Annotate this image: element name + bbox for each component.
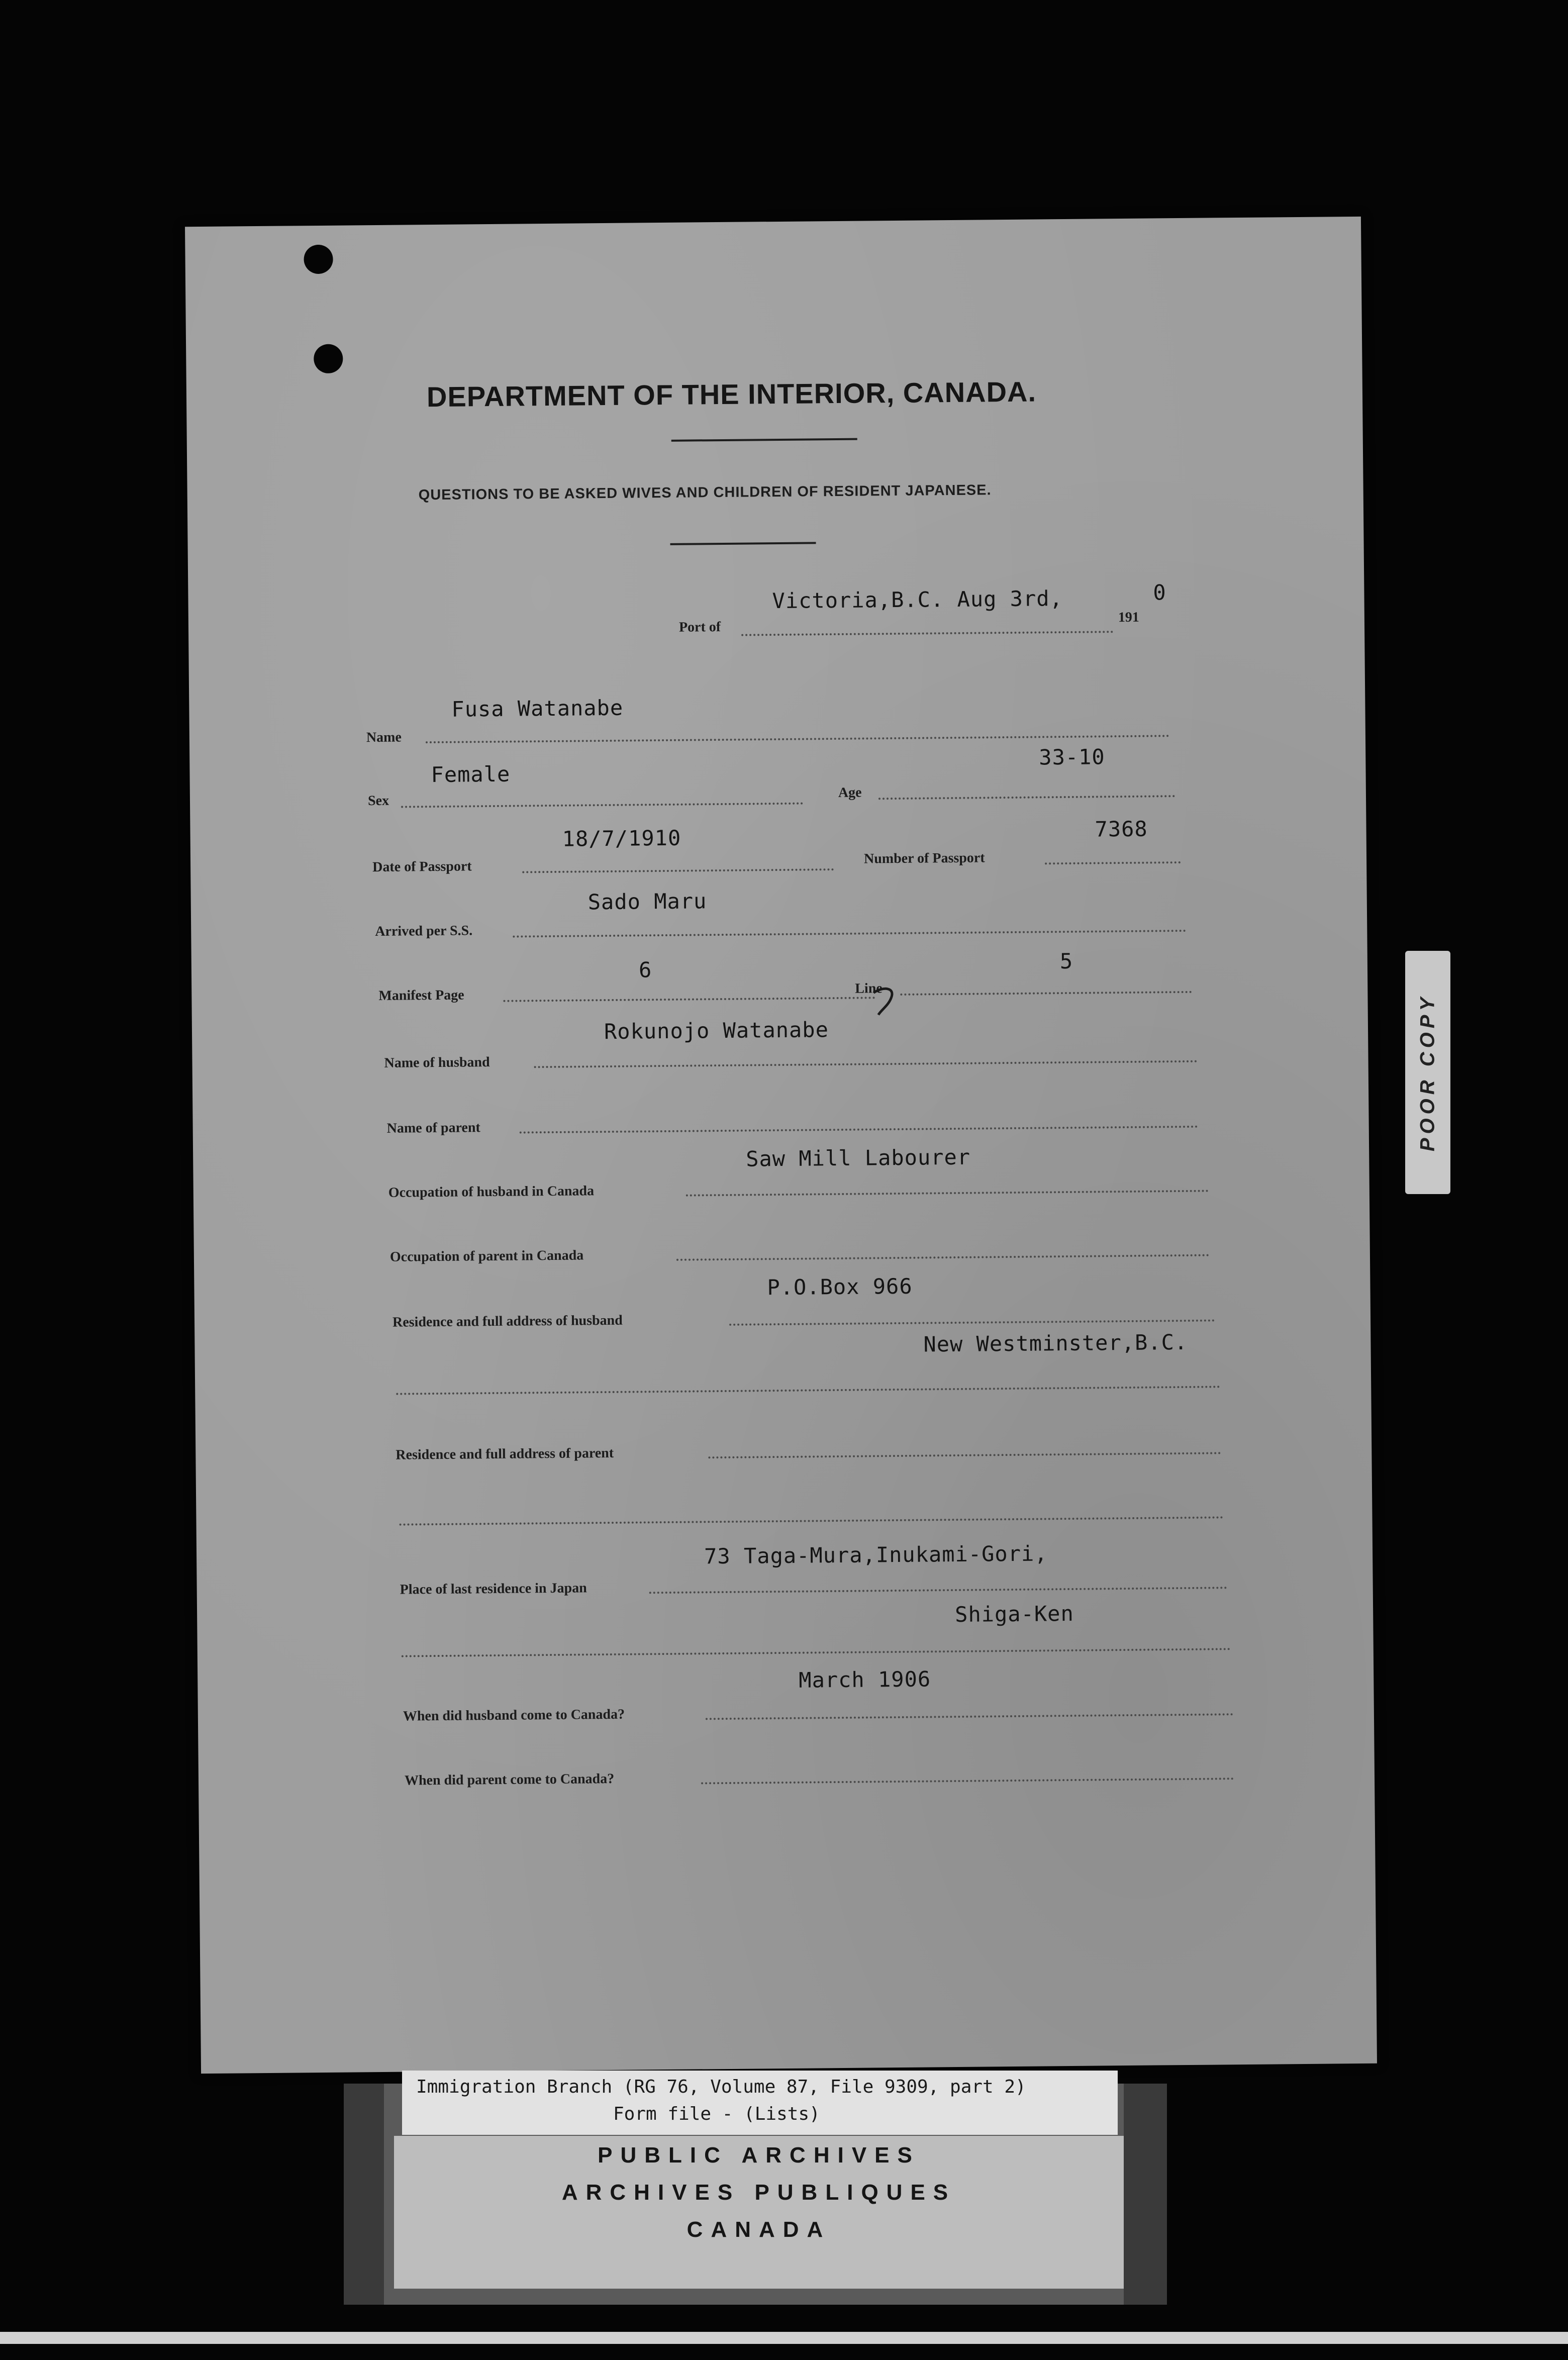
residence-husband-value-line2: New Westminster,B.C.: [923, 1329, 1188, 1357]
arrived-per-value: Sado Maru: [587, 889, 707, 915]
form-card: [185, 217, 1377, 2074]
subtitle-rule: [670, 542, 816, 545]
archive-reference-label: [402, 2071, 1118, 2135]
manifest-page-value: 6: [638, 957, 652, 982]
age-label: Age: [838, 784, 862, 801]
residence-parent-label: Residence and full address of parent: [396, 1445, 614, 1463]
number-of-passport-line: [1045, 861, 1181, 864]
manifest-page-label: Manifest Page: [378, 987, 464, 1004]
archive-plate: [394, 2136, 1124, 2289]
date-of-passport-value: 18/7/1910: [562, 825, 681, 851]
date-of-passport-line: [522, 868, 834, 873]
number-of-passport-label: Number of Passport: [863, 850, 985, 867]
husband-came-line: [706, 1713, 1233, 1720]
occupation-husband-value: Saw Mill Labourer: [746, 1144, 971, 1171]
punch-hole-top: [304, 245, 333, 274]
port-year-suffix: 0: [1153, 580, 1166, 605]
archive-reference-line1: Immigration Branch (RG 76, Volume 87, File 9309, part 2): [416, 2077, 1026, 2097]
archive-plate-line3: CANADA: [687, 2217, 831, 2242]
name-of-husband-line: [534, 1060, 1198, 1068]
name-of-parent-label: Name of parent: [386, 1120, 480, 1136]
number-of-passport-value: 7368: [1095, 816, 1148, 842]
archive-block-left-edge: [344, 2084, 384, 2305]
form-title: DEPARTMENT OF THE INTERIOR, CANADA.: [426, 375, 1037, 413]
archive-plate-line1: PUBLIC ARCHIVES: [598, 2143, 920, 2168]
name-label: Name: [366, 729, 402, 746]
occupation-parent-line: [676, 1254, 1209, 1261]
name-value: Fusa Watanabe: [451, 695, 624, 722]
name-line: [426, 735, 1169, 743]
husband-came-label: When did husband come to Canada?: [403, 1706, 625, 1724]
date-of-passport-label: Date of Passport: [372, 858, 472, 875]
line-line: [900, 991, 1192, 996]
archive-plate-line2: ARCHIVES PUBLIQUES: [561, 2180, 956, 2205]
residence-parent-line: [708, 1452, 1221, 1458]
occupation-parent-label: Occupation of parent in Canada: [389, 1247, 584, 1265]
archive-reference-line2: Form file - (Lists): [613, 2104, 820, 2124]
form-subtitle: QUESTIONS TO BE ASKED WIVES AND CHILDREN OF RESIDENT JAPANESE.: [418, 482, 992, 504]
poor-copy-stamp: [1405, 951, 1450, 1194]
line-value: 5: [1059, 948, 1073, 974]
name-of-parent-line: [520, 1126, 1198, 1134]
name-of-husband-value: Rokunojo Watanabe: [604, 1017, 829, 1044]
name-of-husband-label: Name of husband: [384, 1054, 490, 1071]
title-rule: [671, 438, 857, 442]
sex-value: Female: [431, 761, 511, 788]
port-value: Victoria,B.C. Aug 3rd,: [772, 586, 1063, 614]
parent-came-line: [701, 1778, 1234, 1784]
age-value: 33-10: [1039, 744, 1105, 770]
poor-copy-text: POOR COPY: [1416, 993, 1439, 1152]
last-residence-japan-line-2: [402, 1648, 1231, 1657]
manifest-page-line: [503, 997, 875, 1002]
line-label: Line: [855, 980, 883, 997]
arrived-per-label: Arrived per S.S.: [375, 923, 473, 940]
last-residence-japan-value-line2: Shiga-Ken: [954, 1601, 1074, 1627]
occupation-husband-label: Occupation of husband in Canada: [388, 1183, 595, 1201]
port-line: [741, 631, 1113, 636]
age-line: [878, 795, 1175, 800]
last-residence-japan-label: Place of last residence in Japan: [400, 1580, 587, 1598]
last-residence-japan-line: [649, 1587, 1227, 1594]
last-residence-japan-value-line1: 73 Taga-Mura,Inukami-Gori,: [704, 1541, 1048, 1569]
husband-came-value: March 1906: [799, 1666, 931, 1693]
residence-husband-line-2: [396, 1386, 1220, 1395]
parent-came-label: When did parent come to Canada?: [404, 1771, 615, 1789]
residence-husband-line: [729, 1319, 1215, 1325]
arrived-per-line: [513, 930, 1186, 938]
residence-husband-value-line1: P.O.Box 966: [767, 1273, 913, 1300]
occupation-husband-line: [686, 1190, 1209, 1197]
archive-block-right-edge: [1124, 2084, 1167, 2305]
bottom-strip: [0, 2332, 1568, 2344]
sex-label: Sex: [367, 793, 389, 809]
residence-parent-line-2: [400, 1516, 1224, 1525]
punch-hole-bottom: [314, 344, 343, 374]
port-label: Port of: [678, 619, 721, 635]
residence-husband-label: Residence and full address of husband: [392, 1312, 623, 1330]
port-year-prefix: 191: [1118, 609, 1139, 626]
handwritten-mark-icon: [871, 984, 902, 1019]
sex-line: [401, 803, 803, 808]
